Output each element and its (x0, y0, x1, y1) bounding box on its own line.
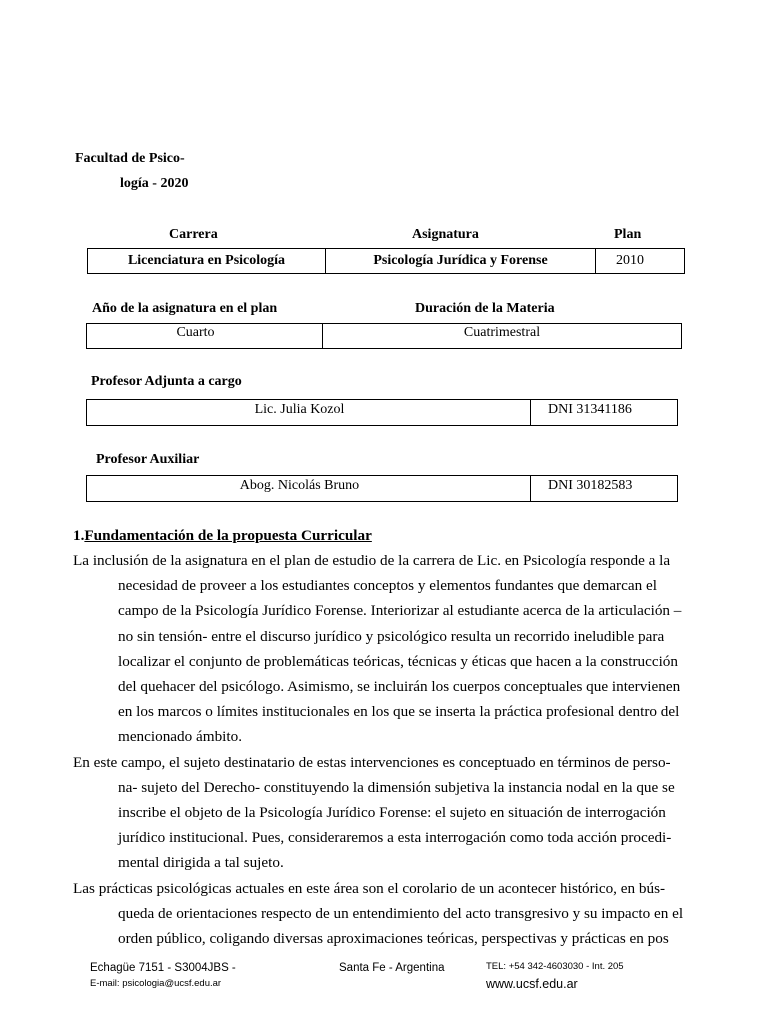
career-table (87, 248, 685, 274)
duration-value: Cuatrimestral (463, 325, 541, 340)
paragraph-2 (73, 750, 703, 876)
paragraph-3 (73, 876, 703, 952)
paragraph-line: del quehacer del psicólogo. Asimismo, se incluirán los cuerpos conceptuales que intervienen (118, 677, 681, 695)
footer-phone: TEL: +54 342-4603030 - Int. 205 (486, 961, 624, 972)
paragraph-line: jurídico institucional. Pues, consideraremos a esta interrogación como toda acción procedi- (118, 829, 672, 847)
paragraph-line: Las prácticas psicológicas actuales en este área son el corolario de un acontecer histórico, en bús- (73, 879, 666, 897)
subject-header: Asignatura (412, 227, 479, 242)
paragraph-line: en los marcos o límites institucionales en los que se inserta la práctica profesional dentro del (118, 703, 680, 721)
footer-website[interactable]: www.ucsf.edu.ar (486, 977, 578, 991)
section-title: Fundamentación de la propuesta Curricular (84, 527, 372, 544)
paragraph-line: necesidad de proveer a los estudiantes conceptos y elementos fundantes que demarcan el (118, 577, 657, 595)
year-value: Cuarto (176, 325, 215, 340)
year-header: Año de la asignatura en el plan (92, 301, 278, 316)
paragraph-line: no sin tensión- entre el discurso jurídico y psicológico resulta un recorrido ineludible para (118, 627, 665, 645)
plan-header: Plan (614, 227, 642, 242)
plan-value: 2010 (616, 253, 644, 268)
year-table (86, 323, 682, 349)
section-heading (73, 527, 372, 545)
paragraph-line: queda de orientaciones respecto de un entendimiento del acto transgresivo y su impacto en el (118, 904, 684, 922)
footer-address: Echagüe 7151 - S3004JBS - (90, 962, 236, 974)
paragraph-line: na- sujeto del Derecho- constituyendo la dimensión subjetiva la instancia nodal en la que se (118, 778, 675, 796)
duration-header: Duración de la Materia (415, 301, 555, 316)
professor-title: Profesor Adjunta a cargo (91, 374, 242, 389)
paragraph-line: En este campo, el sujeto destinatario de estas intervenciones es conceptuado en términos de perso- (73, 753, 671, 771)
auxiliary-name: Abog. Nicolás Bruno (239, 478, 360, 493)
faculty-line-2: logía - 2020 (120, 176, 189, 191)
section-number: 1. (73, 527, 85, 544)
professor-dni: DNI 31341186 (548, 402, 632, 417)
professor-table (86, 399, 678, 426)
paragraph-line: La inclusión de la asignatura en el plan de estudio de la carrera de Lic. en Psicología responde a la (73, 552, 671, 569)
auxiliary-title: Profesor Auxiliar (96, 452, 200, 467)
faculty-line-1: Facultad de Psico- (75, 151, 185, 166)
professor-name: Lic. Julia Kozol (254, 402, 345, 417)
paragraph-line: mencionado ámbito. (118, 728, 242, 746)
career-header: Carrera (169, 227, 218, 242)
paragraph-1 (73, 548, 703, 750)
auxiliary-table (86, 475, 678, 502)
subject-value: Psicología Jurídica y Forense (373, 253, 548, 268)
paragraph-line: mental dirigida a tal sujeto. (118, 854, 284, 872)
career-value: Licenciatura en Psicología (127, 253, 286, 268)
paragraph-line: campo de la Psicología Jurídico Forense. Interiorizar al estudiante acerca de la articulación – (118, 602, 682, 620)
auxiliary-dni: DNI 30182583 (548, 478, 633, 493)
footer-email[interactable]: E-mail: psicologia@ucsf.edu.ar (90, 978, 222, 989)
paragraph-line: localizar el conjunto de problemáticas teóricas, técnicas y éticas que hacen a la construcción (118, 652, 678, 670)
paragraph-line: orden público, coligando diversas aproximaciones teóricas, perspectivas y prácticas en pos (118, 929, 669, 947)
paragraph-line: inscribe el objeto de la Psicología Jurídico Forense: el sujeto en situación de interrogación (118, 803, 666, 821)
footer-city: Santa Fe - Argentina (339, 962, 445, 974)
